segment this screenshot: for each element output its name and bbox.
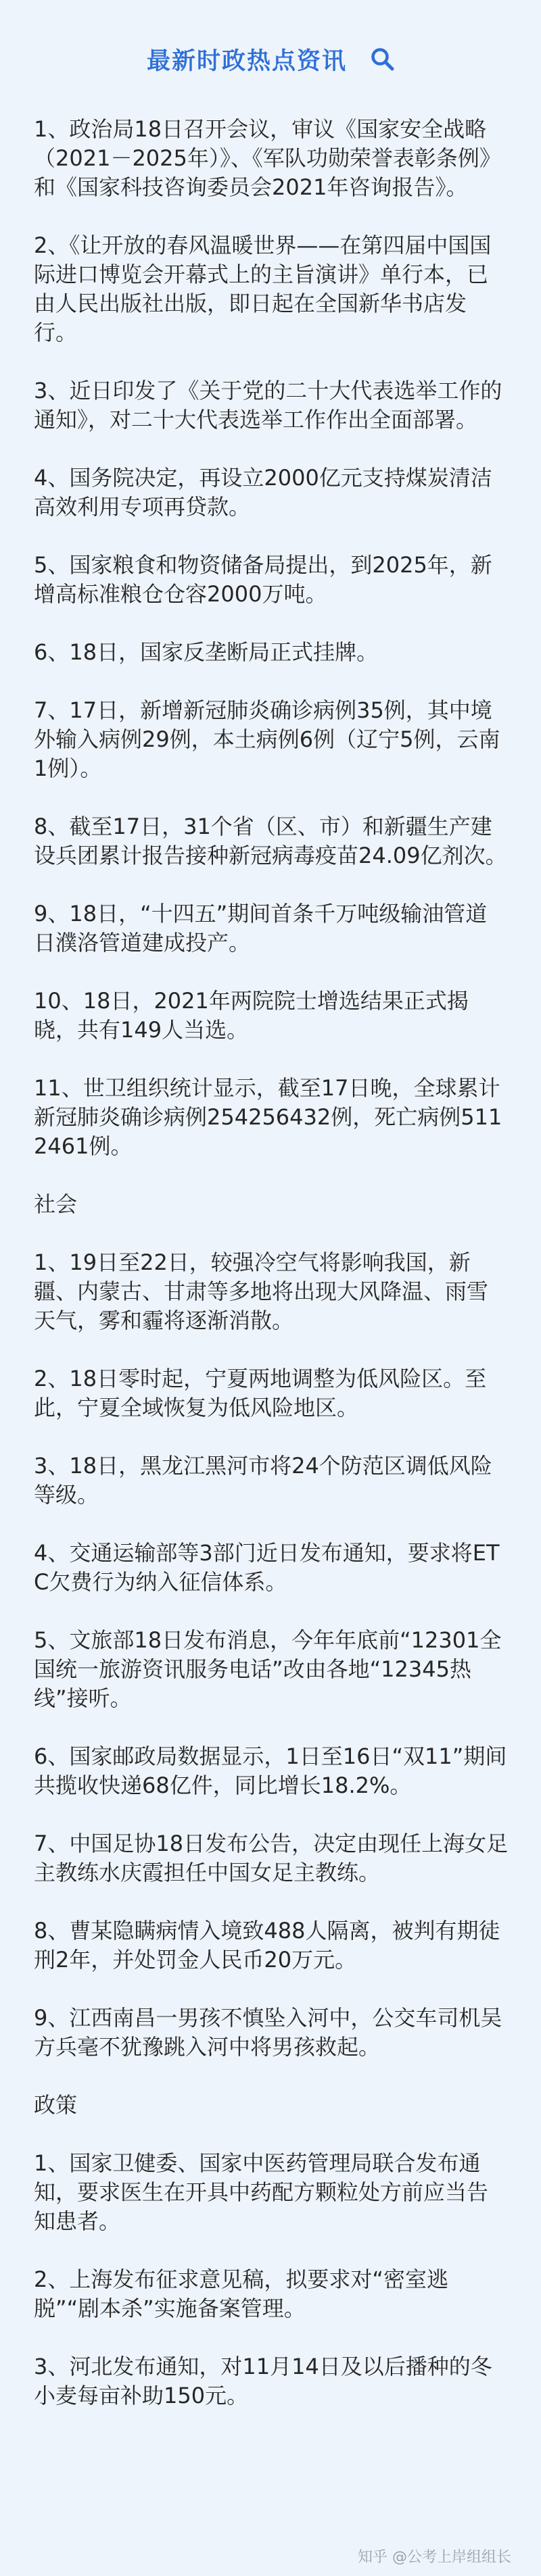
news-item: 1、政治局18日召开会议，审议《国家安全战略（2021－2025年）》、《军队功勋荣誉表彰条例》和《国家科技咨询委员会2021年咨询报告》。	[34, 116, 501, 200]
news-item: 8、截至17日，31个省（区、市）和新疆生产建设兵团累计报告接种新冠病毒疫苗24.09亿剂次。	[34, 814, 507, 868]
news-item: 2、上海发布征求意见稿，拟要求对“密室逃脱”“剧本杀”实施备案管理。	[34, 2267, 448, 2321]
news-item: 2、18日零时起，宁夏两地调整为低风险区。至此，宁夏全域恢复为低风险地区。	[34, 1366, 487, 1420]
news-item: 1、19日至22日，较强冷空气将影响我国，新疆、内蒙古、甘肃等多地将出现大风降温、雨雪天气，雾和霾将逐渐消散。	[34, 1249, 489, 1333]
news-item: 9、18日，“十四五”期间首条千万吨级输油管道日濮洛管道建成投产。	[34, 901, 488, 956]
header	[34, 0, 509, 115]
news-item: 3、近日印发了《关于党的二十大代表选举工作的通知》，对二十大代表选举工作作出全面部署。	[34, 378, 502, 432]
news-item: 1、国家卫健委、国家中医药管理局联合发布通知，要求医生在开具中药配方颗粒处方前应当告知患者。	[34, 2150, 489, 2234]
search-icon[interactable]	[370, 47, 396, 72]
article-content	[34, 115, 509, 2410]
news-item: 5、文旅部18日发布消息，今年年底前“12301全国统一旅游资讯服务电话”改由各地“12345热线”接听。	[34, 1627, 502, 1711]
news-item: 7、中国足协18日发布公告，决定由现任上海女足主教练水庆霞担任中国女足主教练。	[34, 1831, 509, 1885]
news-item: 9、江西南昌一男孩不慎坠入河中，公交车司机吴方兵毫不犹豫跳入河中将男孩救起。	[34, 2005, 502, 2060]
news-item: 4、交通运输部等3部门近日发布通知，要求将ETC欠费行为纳入征信体系。	[34, 1540, 500, 1595]
news-item: 10、18日，2021年两院院士增选结果正式揭晓，共有149人当选。	[34, 988, 469, 1043]
news-item: 6、18日，国家反垄断局正式挂牌。	[34, 639, 379, 665]
news-item: 3、河北发布通知，对11月14日及以后播种的冬小麦每亩补助150元。	[34, 2354, 492, 2408]
news-item: 7、17日，新增新冠肺炎确诊病例35例，其中境外输入病例29例，本土病例6例（辽宁5例，云南1例）。	[34, 697, 500, 781]
news-item: 4、国务院决定，再设立2000亿元支持煤炭清洁高效利用专项再贷款。	[34, 465, 492, 520]
news-item: 2、《让开放的春风温暖世界——在第四届中国国际进口博览会开幕式上的主旨演讲》单行本，已由人民出版社出版，即日起在全国新华书店发行。	[34, 232, 492, 345]
section-title: 政策	[34, 2092, 78, 2118]
news-item: 6、国家邮政局数据显示，1日至16日“双11”期间共揽收快递68亿件，同比增长18.2%。	[34, 1743, 507, 1798]
news-item: 5、国家粮食和物资储备局提出，到2025年，新增高标准粮仓仓容2000万吨。	[34, 552, 492, 607]
watermark-text: 知乎 @公考上岸组组长	[358, 2549, 511, 2566]
section-title: 社会	[34, 1191, 78, 1217]
news-item: 11、世卫组织统计显示，截至17日晚，全球累计新冠肺炎确诊病例254256432例，死亡病例5112461例。	[34, 1075, 502, 1159]
news-item: 3、18日，黑龙江黑河市将24个防范区调低风险等级。	[34, 1453, 492, 1508]
page-title: 最新时政热点资讯	[146, 48, 347, 75]
news-item: 8、曹某隐瞒病情入境致488人隔离，被判有期徒刑2年，并处罚金人民币20万元。	[34, 1918, 500, 1973]
watermark	[358, 2546, 511, 2567]
